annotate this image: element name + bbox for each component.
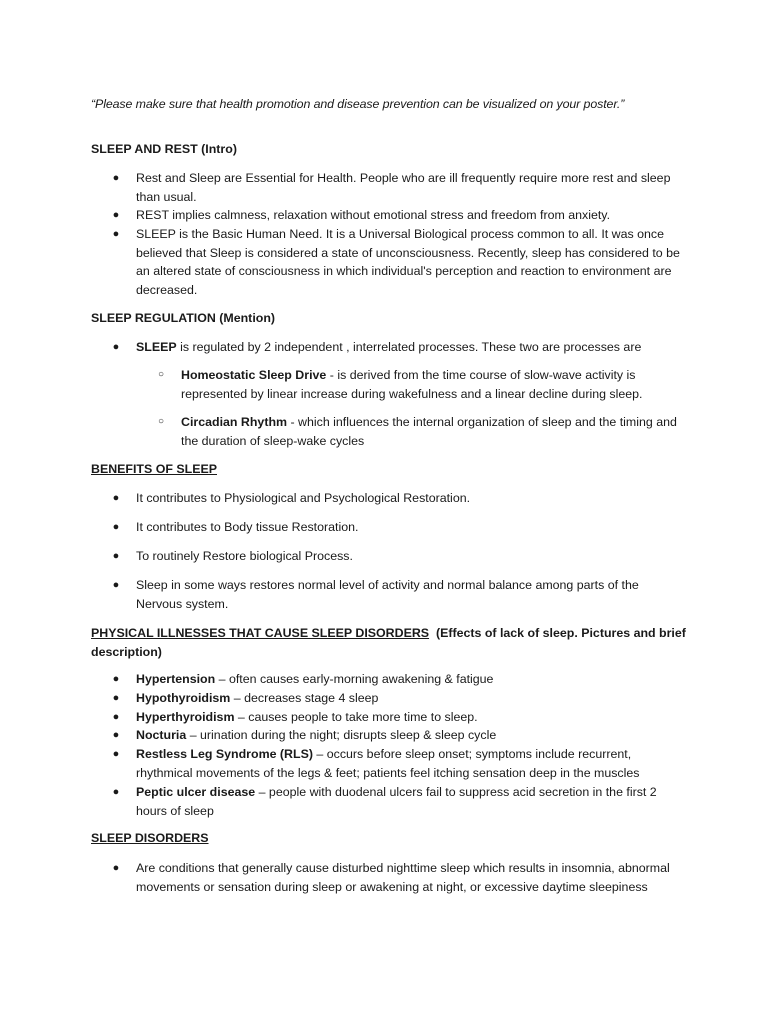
heading-physical-illnesses: PHYSICAL ILLNESSES THAT CAUSE SLEEP DISORDERS (Effects of lack of sleep. Pictures and brief description) [91,626,686,659]
bullet-icon: ● [112,341,120,353]
sub-list-item: ○ Homeostatic Sleep Drive - is derived from the time course of slow-wave activity is represented by linear increase during wakefulness and a linear decline during sleep. [157,368,643,401]
heading-sleep-and-rest: SLEEP AND REST (Intro) [91,142,237,156]
list-item: ● Hypertension – often causes early-morning awakening & fatigue [136,670,681,689]
bullet-icon: ● [112,521,120,533]
bullet-icon: ● [112,579,120,591]
circle-bullet-icon: ○ [157,416,165,427]
bullet-icon: ● [112,550,120,562]
bullet-icon: ● [112,729,120,741]
list-item: ● Sleep in some ways restores normal level of activity and normal balance among parts of the Nervous system. [112,578,639,611]
sub-list-item: ○ Circadian Rhythm - which influences the internal organization of sleep and the timing and the duration of sleep-wake cycles [157,415,677,448]
list-item: ● REST implies calmness, relaxation without emotional stress and freedom from anxiety. [136,206,681,225]
heading-sleep-disorders: SLEEP DISORDERS [91,831,209,845]
circle-bullet-icon: ○ [157,369,165,380]
bullet-icon: ● [112,748,120,760]
bullet-icon: ● [112,209,120,221]
bullet-icon: ● [112,786,120,798]
bullet-icon: ● [112,711,120,723]
bullet-icon: ● [112,228,120,240]
heading-benefits-of-sleep: BENEFITS OF SLEEP [91,462,217,476]
list-item: ● Nocturia – urination during the night; disrupts sleep & sleep cycle [136,726,681,745]
list-item: ● Restless Leg Syndrome (RLS) – occurs before sleep onset; symptoms include recurrent, rhythmical movements of the legs & feet; patients feel itching sensation deep in the muscles [112,747,640,780]
list-item: ● To routinely Restore biological Process. [136,547,681,566]
bullet-icon: ● [112,172,120,184]
list-item: ● Peptic ulcer disease – people with duodenal ulcers fail to suppress acid secretion in the first 2 hours of sleep [112,785,657,818]
list-item: ● It contributes to Physiological and Psychological Restoration. [136,489,681,508]
list-item: ● Are conditions that generally cause disturbed nighttime sleep which results in insomnia, abnormal movements or sensation during sleep or awakening at night, or excessive daytime sleepiness [112,861,670,894]
list-item: ● SLEEP is the Basic Human Need. It is a Universal Biological process common to all. It was once believed that Sleep is considered a state of unconsciousness. Recently, sleep has considered to be an altered state of consciousness in which individual's perception and reaction to environment are decreased. [112,227,680,297]
bullet-icon: ● [112,862,120,874]
bullet-icon: ● [112,692,120,704]
heading-sleep-regulation: SLEEP REGULATION (Mention) [91,311,276,325]
list-item: ● Rest and Sleep are Essential for Health. People who are ill frequently require more rest and sleep than usual. [112,171,671,204]
list-item: ● Hyperthyroidism – causes people to take more time to sleep. [136,708,681,727]
list-item: ● It contributes to Body tissue Restoration. [136,518,681,537]
list-item: ● SLEEP is regulated by 2 independent , interrelated processes. These two are processes are [136,338,681,357]
list-item: ● Hypothyroidism – decreases stage 4 sleep [136,689,681,708]
poster-instruction-quote: “Please make sure that health promotion and disease prevention can be visualized on your poster.” [91,97,625,111]
bullet-icon: ● [112,492,120,504]
bullet-icon: ● [112,673,120,685]
